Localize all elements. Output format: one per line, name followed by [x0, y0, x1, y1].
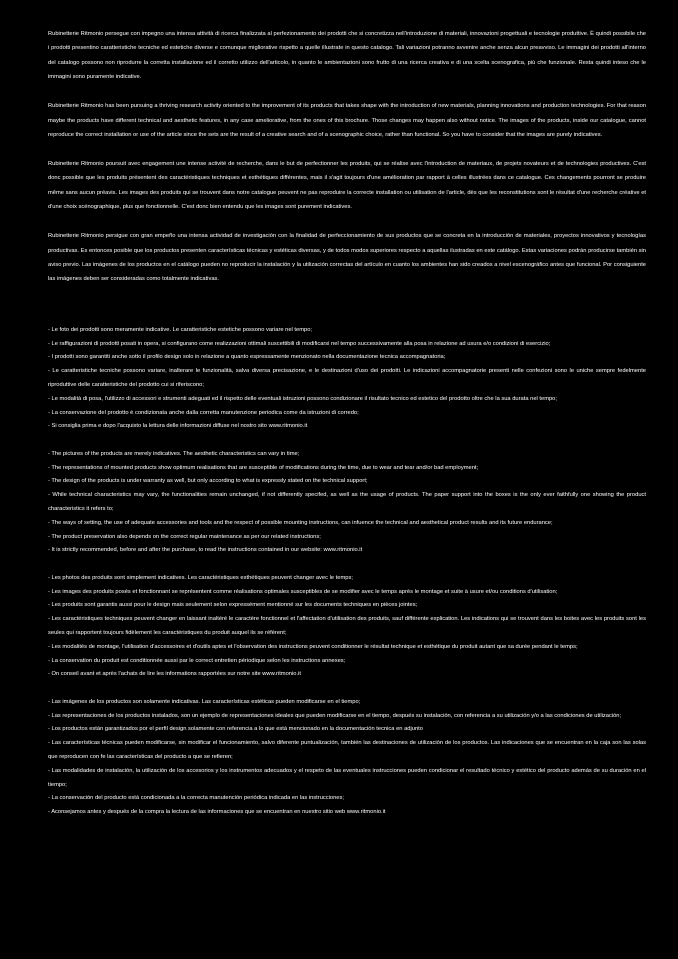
note-line: - It is strictly recommended, before and after the purchase, to read the instructions contained in our website: www.ritmonio.it — [48, 547, 363, 554]
note-line: - Les produits sont garantis aussi pour le design mais seulement selon expressément mentionné sur les documents techniques en pièces jointes; — [48, 602, 418, 609]
note-line: - Las representaciones de los productos instalados, son un ejemplo de representaciones ideales que pueden modificarse en el tiempo, después su instalación, con referencia a su utilización y/o a las condiciones de utilización; — [48, 712, 622, 719]
note-line: - Aconsejamos antes y después de la compra la lectura de las informaciones que se encuentran en nuestro sitio web www.ritmonio.it — [48, 809, 386, 816]
note-line: - I prodotti sono garantiti anche sotto il profilo design solo in relazione a quanto espressamente menzionato nella documentazione tecnica accompagnatoria; — [48, 354, 446, 361]
notes-group-english — [48, 448, 646, 558]
note-line: - La conservazione del prodotto è condizionata anche dalla corretta manutenzione periodica come da istruzioni di corredo; — [48, 409, 359, 416]
note-line: - The pictures of the products are merely indicatives. The aesthetic characteristics can vary in time; — [48, 450, 300, 457]
note-line: - Le modalità di posa, l'utilizzo di accessori e strumenti adeguati ed il rispetto delle eventuali istruzioni possono condizionare il risultato tecnico ed estetico del prodotto oltre che la sua durata nel tempo; — [48, 395, 557, 402]
note-line: - La conservación del producto está condicionada a la correcta manutención periódica indicada en las instrucciones; — [48, 795, 344, 802]
intro-paragraph-french: Rubinetterie Ritmonio poursuit avec engagement une intense activité de recherche, dans le but de perfectionner les produits, qui se réalise avec l'introduction de materiaux, de projets novateurs et de technologies productives. C'est donc possible que les produits présentent des caractéristiques techniques et esthétiques différentes, mais il s'agit toujours d'une amélioration par rapport à celles illustrées dans ce catalogue. Ces changements pourront se produire même sans aucun préavis. Les images des produits qui se trouvent dans notre catalogue peuvent ne pas reproduire la correcte installation ou utilisation de l'article, dès que les reconstitutions sont le résultat d'une recherche créative et d'une choix scénographique, plus que fonctionnelle. C'est donc bien entendu que les images sont purement indicatives. — [48, 161, 646, 211]
intro-paragraph-italian: Rubinetterie Ritmonio persegue con impegno una intensa attività di ricerca finalizzata al perfezionamento dei prodotti che si concretizza nell'introduzione di materiali, innovazioni progettuali e tecnologie produttive. È quindi possibile che i prodotti presentino caratteristiche tecniche ed estetiche diverse e comunque migliorative rispetto a quelle illustrate in questo catalogo. Tali variazioni potranno avvenire anche senza alcun preavviso. Le immagini dei prodotti all'interno del catalogo possono non riprodurre la corretta installazione ed il corretto utilizzo dell'articolo, in quanto le ambientazioni sono frutto di una ricerca creativa e di una scelta scenografica, più che funzionale. Resta quindi inteso che le immagini sono puramente indicative. — [48, 31, 646, 81]
note-line: - The product preservation also depends on the correct regular maintenance as per our related instructions; — [48, 533, 321, 540]
note-line: - The ways of setting, the use of adequate accessories and tools and the respect of possible mounting instructions, can infuence the technical and aesthetical product results and its future endurance; — [48, 519, 553, 526]
note-line: - Las características técnicas pueden modificarse, sin modificar el funcionamiento, salvo diferente puntualización, también las destinaciones de utilización de los productos. Las indicaciones que se encuentran en la caja son las solas que reproducen con fe las características del producto a que se refieren; — [48, 740, 646, 760]
note-line: - La conservation du produit est conditionnée aussi par le correct entretien périodique selon les instructions annexes; — [48, 657, 346, 664]
note-line: - The design of the products is under warranty as well, but only according to what is expressly stated on the technical support; — [48, 478, 368, 485]
note-line: - Le caratteristiche tecniche possono variare, inalterare le funzionalità, salva diversa precisazione, e le destinazioni d'uso dei prodotti. Le indicazioni accompagnatorie presenti nelle confezioni sono le uniche sempre fedelmente riproduttive delle caratteristiche del prodotto cui si riferiscono; — [48, 368, 646, 389]
note-line: - Las imágenes de los productos son solamente indicativas. Las características estéticas pueden modificarse en el tiempo; — [48, 698, 361, 705]
notes-group-italian — [48, 324, 646, 434]
intro-paragraph-spanish: Rubinetterie Ritmonio persigue con gran empeño una intensa actividad de investigación con la finalidad de perfeccionamiento de sus productos que se concreta en la introducción de materiales, proyectos innovativos y tecnologías productivas. Es entonces posible que los productos presenten características técnicas y estéticas diversas, y de todos modos superiores respecto a aquellas ilustradas en este catálogo. Estas variaciones podrán producirse también sin aviso previo. Las imágenes de los productos en el catálogo pueden no reproducir la instalación y la utilización correctas del artículo en cuanto los ambientes han sido creados a nivel escenográfico antes que funcional. Por consiguiente las imágenes deben ser consideradas como totalmente indicativas. — [48, 233, 646, 283]
note-line: - Los productos están garantizados por el perfil design solamente con referencia a lo que está mencionado en la documentación tecnica en adjunto — [48, 726, 423, 733]
note-line: - Les photos des produits sont simplement indicatives. Les caractéristiques esthétiques peuvent changer avec le temps; — [48, 574, 353, 581]
note-line: - Le raffigurazioni di prodotti posati in opera, si configurano come realizzazioni ottimali suscettibili di modificarsi nel tempo successivamente alla posa in relazione ad usura e/o condizioni di esercizio; — [48, 340, 551, 347]
note-line: - While technical characteristics may vary, the functionalities remain unchanged, if not differently specifed, as well as the usage of products. The paper support into the boxes is the only ever faithfully one showing the product characteristics it refers to; — [48, 492, 646, 513]
note-line: - Le foto dei prodotti sono meramente indicative. Le caratteristiche estetiche possono variare nel tempo; — [48, 326, 313, 333]
note-line: - Les modalités de montage, l'utilisation d'accessoires et d'outils aptes et l'observation des instructions peuvent conditionner le résultat technique et esthétique du produit autant que sa durée pendant le temps; — [48, 643, 578, 650]
note-line: - Les caractéristiques techniques peuvent changer en laissant inaltéré le caractère fonctionnel et l'affectation d'utilisation des produits, sauf différente explication. Les indications qui se trouvent dans les boites avec les produits sont les seules qui rapportent toujours fidèlement les caractéristiques du produit auquel ils se réfèrent; — [48, 616, 646, 636]
intro-section — [48, 27, 646, 287]
notes-group-french — [48, 572, 646, 682]
note-line: - On conseil avant et après l'achats de lire les informations rapportées sur notre site www.ritmonio.it — [48, 671, 301, 678]
disclaimer-page — [48, 27, 646, 820]
note-line: - Les images des produits posés et fonctionnant se représentent comme réalisations optimales susceptibles de se modifier avec le temps après le montage et suite à usure et/ou conditions d'utilisation; — [48, 588, 558, 595]
note-line: - Si consiglia prima e dopo l'acquisto la lettura delle informazioni diffuse nel nostro sito www.ritmonio.it — [48, 423, 308, 430]
intro-paragraph-english: Rubinetterie Ritmonio has been pursuing a thriving research activity oriented to the improvement of its products that takes shape with the introduction of new materials, planning innovations and production technologies. For that reason maybe the products have different technical and aesthetic features, in any case ameliorative, from the ones of this brochure. Those changes may happen also without notice. The images of the products, inside our catalogue, cannot reproduce the correct installation or use of the article since the sets are the result of a creative search and of a scenographic choice, rather than functional. So you have to consider that the images are purely indicatives. — [48, 103, 646, 139]
notes-group-spanish — [48, 696, 646, 820]
note-line: - Las modalidades de instalación, la utilización de los accesorios y los instrumentos adecuados y el respeto de las eventuales instrucciones pueden condicionar el resultado técnico y estético del producto además de su duración en el tiempo; — [48, 767, 646, 788]
notes-section — [48, 324, 646, 820]
note-line: - The representations of mounted products show optimum realisations that are susceptible of modifications during the time, due to wear and tear and/or bad employment; — [48, 464, 479, 471]
